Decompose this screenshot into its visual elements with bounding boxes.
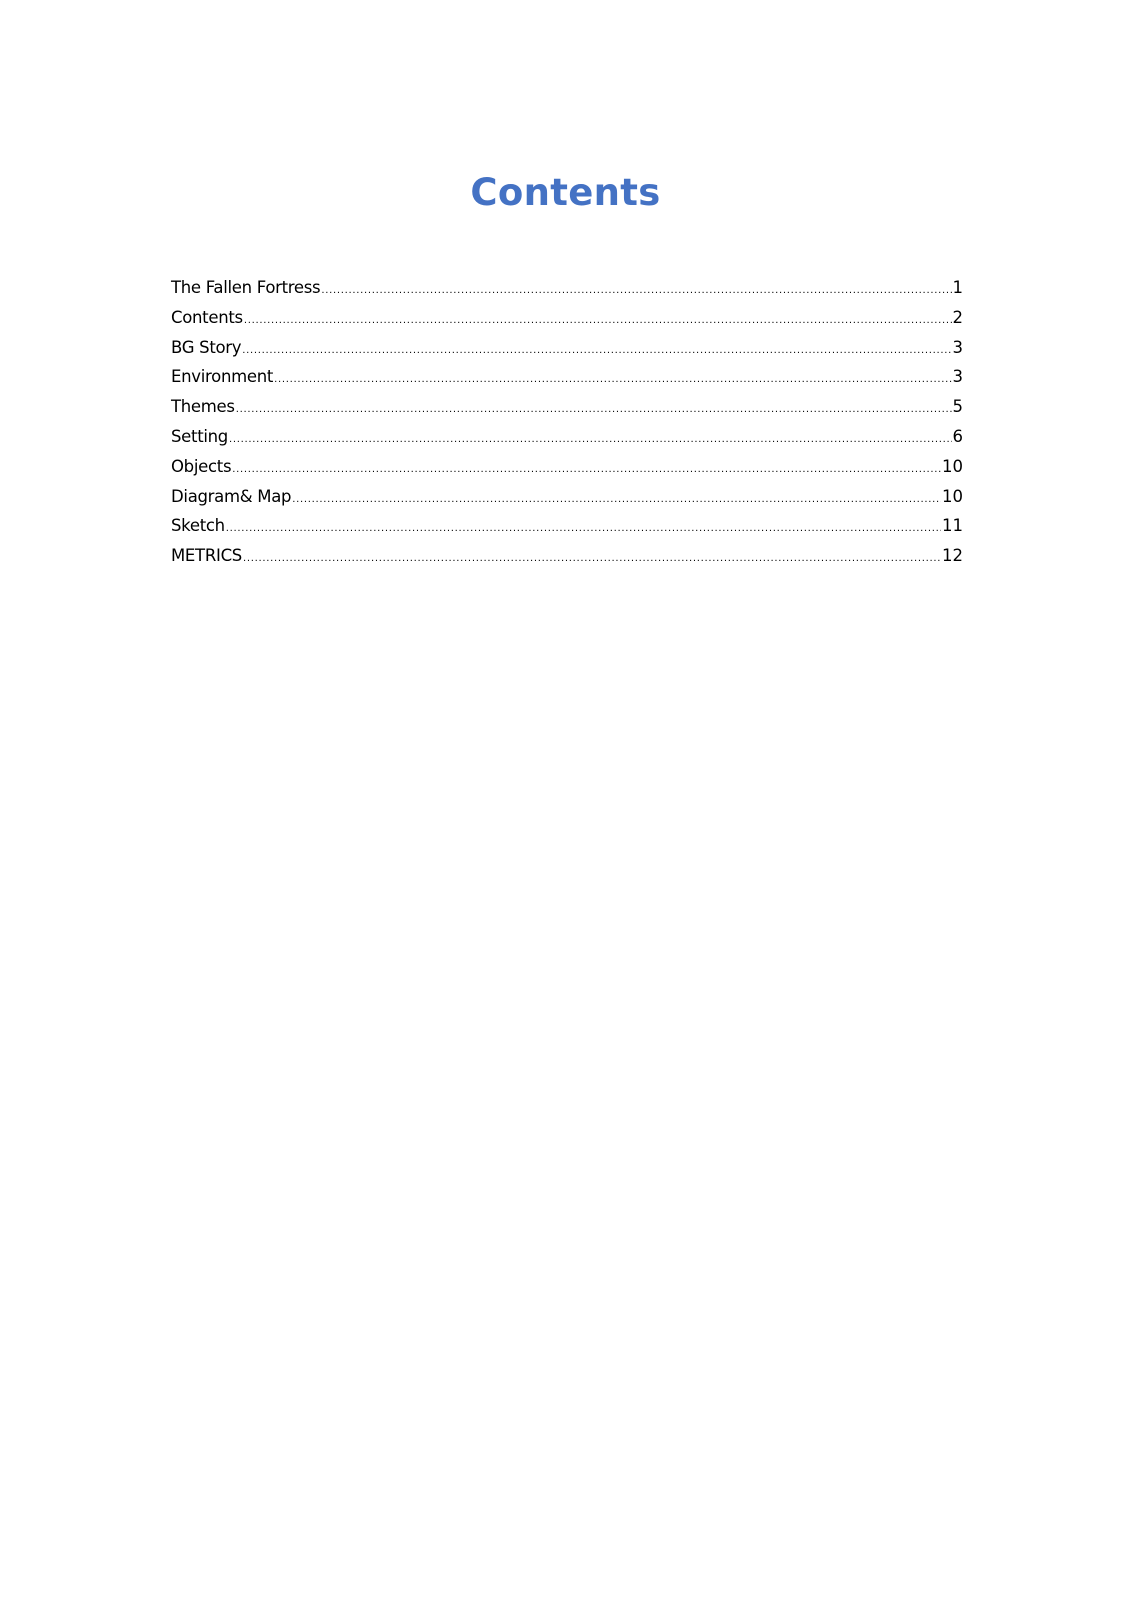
dot-leader — [292, 485, 941, 515]
toc-entry-label: Themes — [171, 397, 235, 417]
toc-entry-page-number: 6 — [952, 426, 963, 446]
toc-entry-label: METRICS — [171, 546, 242, 566]
toc-entry-page-number: 5 — [952, 397, 963, 417]
table-of-contents — [171, 273, 963, 571]
toc-entry[interactable] — [171, 452, 963, 482]
toc-entry[interactable] — [171, 392, 963, 422]
toc-entry-page-number: 10 — [942, 486, 963, 506]
toc-entry-label: BG Story — [171, 337, 242, 357]
dot-leader — [243, 544, 941, 574]
toc-entry-page-number: 11 — [942, 516, 963, 536]
toc-entry[interactable] — [171, 422, 963, 452]
toc-entry-page-number: 3 — [952, 367, 963, 387]
toc-entry-label: Diagram& Map — [171, 486, 292, 506]
toc-entry-page-number: 2 — [952, 307, 963, 327]
dot-leader — [244, 306, 952, 336]
dot-leader — [229, 425, 952, 455]
dot-leader — [242, 336, 951, 366]
toc-entry-label: The Fallen Fortress — [171, 278, 321, 297]
toc-entry[interactable] — [171, 511, 963, 541]
dot-leader — [236, 395, 952, 425]
toc-entry[interactable] — [171, 303, 963, 333]
toc-entry-page-number: 12 — [942, 546, 963, 566]
toc-entry-label: Contents — [171, 307, 243, 327]
dot-leader — [274, 365, 951, 395]
toc-entry-page-number: 3 — [952, 337, 963, 357]
toc-entry-label: Objects — [171, 456, 232, 476]
dot-leader — [232, 455, 941, 485]
toc-entry-label: Sketch — [171, 516, 225, 536]
toc-entry-label: Environment — [171, 367, 274, 387]
toc-entry[interactable] — [171, 541, 963, 571]
toc-entry[interactable] — [171, 362, 963, 392]
toc-entry-page-number: 1 — [952, 278, 963, 297]
toc-entry-label: Setting — [171, 426, 228, 446]
toc-entry[interactable] — [171, 482, 963, 512]
dot-leader — [226, 514, 941, 544]
page-title: Contents — [470, 170, 661, 214]
toc-entry-page-number: 10 — [942, 456, 963, 476]
dot-leader — [321, 276, 951, 306]
toc-entry[interactable] — [171, 273, 963, 303]
toc-entry[interactable] — [171, 333, 963, 363]
